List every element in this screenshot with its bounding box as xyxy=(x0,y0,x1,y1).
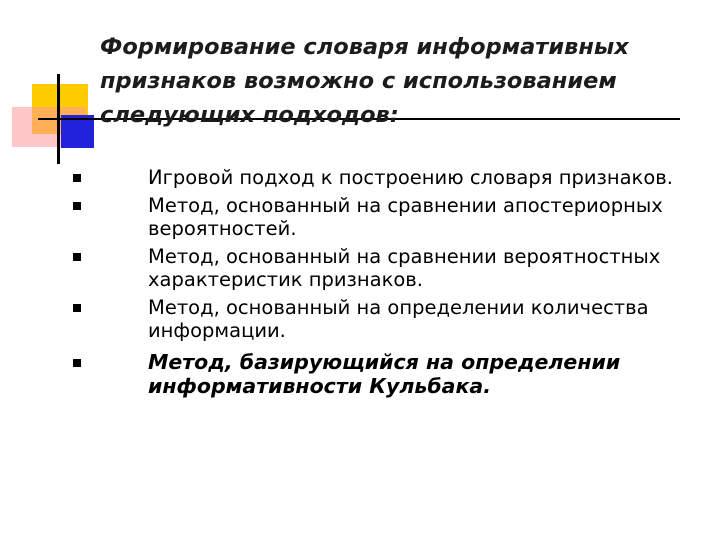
bullet-square-icon xyxy=(73,359,81,367)
bullet-text: Метод, основанный на определении количества информации. xyxy=(148,296,649,342)
bullet-text: Метод, базирующийся на определении информативности Кульбака. xyxy=(148,350,621,398)
bullet-square-icon xyxy=(73,304,81,312)
bullet-item xyxy=(0,245,720,291)
bullet-item xyxy=(0,296,720,342)
bullet-item-emphasized xyxy=(0,350,720,398)
bullet-text: Метод, основанный на сравнении вероятностных характеристик признаков. xyxy=(148,245,661,291)
bullet-square-icon xyxy=(73,174,81,182)
slide-title: Формирование словаря информативных признаков возможно с использованием следующих подходов: xyxy=(100,34,629,128)
bullet-item xyxy=(0,194,720,240)
bullet-square-icon xyxy=(73,253,81,261)
bullet-item xyxy=(0,166,720,189)
bullet-square-icon xyxy=(73,202,81,210)
bullet-text: Игровой подход к построению словаря признаков. xyxy=(148,166,673,189)
bullet-list xyxy=(0,166,720,403)
bullet-text: Метод, основанный на сравнении апостериорных вероятностей. xyxy=(148,194,663,240)
